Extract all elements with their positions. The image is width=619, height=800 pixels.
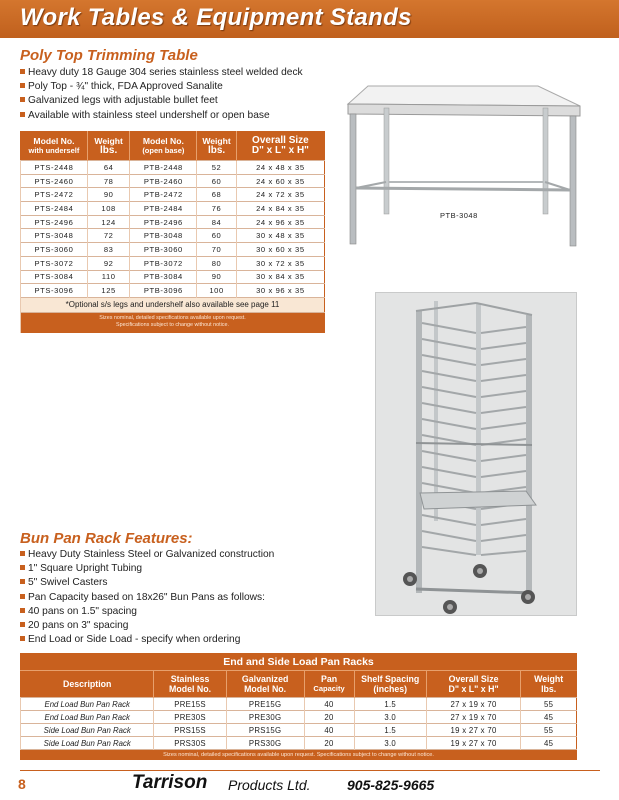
table-cell: Side Load Bun Pan Rack	[21, 724, 154, 737]
table-cell: PRE15G	[226, 698, 304, 711]
table-cell: PRS15G	[226, 724, 304, 737]
table-row	[21, 711, 577, 724]
table-fine-print-row	[21, 312, 325, 332]
table-cell: PTS-3072	[21, 256, 88, 270]
trimming-table-image	[338, 78, 588, 248]
table-row	[21, 215, 325, 229]
table-row	[21, 188, 325, 202]
table-cell: 92	[87, 256, 130, 270]
table-cell: 76	[197, 202, 237, 216]
column-header	[130, 132, 197, 161]
table-cell: 100	[197, 284, 237, 298]
header-main: Weight	[94, 136, 123, 146]
table-cell: 30 x 84 x 35	[236, 270, 324, 284]
table-cell: 40	[304, 698, 354, 711]
table-cell: 20	[304, 737, 354, 750]
table-cell: 110	[87, 270, 130, 284]
table-row	[21, 174, 325, 188]
list-item: 20 pans on 3" spacing	[20, 619, 274, 633]
table-cell: PTB-3084	[130, 270, 197, 284]
list-item: 40 pans on 1.5" spacing	[20, 605, 274, 619]
table-cell: 24 x 48 x 35	[236, 161, 324, 175]
table-row	[21, 270, 325, 284]
table-cell: PTS-3096	[21, 284, 88, 298]
column-header	[236, 132, 324, 161]
column-header	[21, 132, 88, 161]
poly-top-spec-table	[20, 131, 325, 333]
table-cell: PTS-2472	[21, 188, 88, 202]
header-main: Weight	[202, 136, 231, 146]
pan-rack-spec-table	[20, 653, 577, 760]
table-note-row	[21, 297, 325, 312]
list-item: Heavy duty 18 Gauge 304 series stainless steel welded deck	[20, 66, 303, 80]
column-header	[226, 671, 304, 698]
header-main: Description	[63, 679, 112, 689]
header-main: Shelf Spacing	[361, 674, 420, 684]
table-row	[21, 698, 577, 711]
table-cell: 30 x 48 x 35	[236, 229, 324, 243]
table-cell: 60	[197, 229, 237, 243]
header-sub: Model No.	[244, 684, 287, 694]
table-cell: PTB-3072	[130, 256, 197, 270]
header-main: Overall Size	[448, 674, 499, 684]
table-cell: 83	[87, 243, 130, 257]
table-cell: 78	[87, 174, 130, 188]
header-main: Pan	[320, 674, 338, 684]
table-cell: 45	[521, 737, 577, 750]
column-header	[354, 671, 426, 698]
table-cell: 125	[87, 284, 130, 298]
table-cell: PTB-3060	[130, 243, 197, 257]
column-header	[87, 132, 130, 161]
table-cell: 1.5	[354, 698, 426, 711]
header-main: Model No.	[142, 136, 184, 146]
header-sub: D" x L" x H"	[448, 684, 499, 694]
fine-print: Sizes nominal, detailed specifications available upon request. Specifications subject to change without notice.	[21, 750, 577, 760]
list-item: Galvanized legs with adjustable bullet feet	[20, 94, 303, 108]
table-cell: PTS-3084	[21, 270, 88, 284]
column-header	[154, 671, 226, 698]
table-row	[21, 256, 325, 270]
table-header-row	[21, 671, 577, 698]
table-cell: PRE30S	[154, 711, 226, 724]
bun-pan-rack-feature-list	[20, 548, 274, 647]
table-cell: 3.0	[354, 737, 426, 750]
table-cell: 24 x 60 x 35	[236, 174, 324, 188]
table-header-row	[21, 132, 325, 161]
column-header	[521, 671, 577, 698]
table-cell: PRS30G	[226, 737, 304, 750]
table-cell: 30 x 72 x 35	[236, 256, 324, 270]
phone-number: 905-825-9665	[347, 777, 435, 793]
table-row	[21, 229, 325, 243]
table-cell: 90	[87, 188, 130, 202]
header-main: Overall Size	[252, 135, 309, 146]
table-cell: 24 x 84 x 35	[236, 202, 324, 216]
table-cell: 124	[87, 215, 130, 229]
page-number: 8	[18, 776, 26, 792]
table-cell: 68	[197, 188, 237, 202]
table-cell: PTB-2484	[130, 202, 197, 216]
list-item: Pan Capacity based on 18x26" Bun Pans as follows:	[20, 591, 274, 605]
header-sub: Model No.	[169, 684, 212, 694]
table-cell: PTB-2496	[130, 215, 197, 229]
column-header	[304, 671, 354, 698]
table-cell: 80	[197, 256, 237, 270]
table-cell: 45	[521, 711, 577, 724]
table-cell: PTS-3048	[21, 229, 88, 243]
page-title: Work Tables & Equipment Stands	[20, 4, 412, 31]
table-cell: 3.0	[354, 711, 426, 724]
table-cell: PTS-3060	[21, 243, 88, 257]
header-sub: lbs.	[207, 145, 226, 156]
list-item: Heavy Duty Stainless Steel or Galvanized construction	[20, 548, 274, 562]
header-main: Stainless	[170, 674, 210, 684]
table-row	[21, 724, 577, 737]
table-cell: PRE15S	[154, 698, 226, 711]
table-cell: 30 x 60 x 35	[236, 243, 324, 257]
table-cell: 55	[521, 698, 577, 711]
table-row	[21, 284, 325, 298]
image-caption: PTB-3048	[440, 211, 478, 220]
table-cell: 90	[197, 270, 237, 284]
table-cell: PTB-3096	[130, 284, 197, 298]
table-cell: 24 x 72 x 35	[236, 188, 324, 202]
list-item: End Load or Side Load - specify when ordering	[20, 633, 274, 647]
table-cell: 19 x 27 x 70	[426, 737, 521, 750]
table-cell: 84	[197, 215, 237, 229]
fine-print-line: Specifications subject to change without notice.	[116, 322, 229, 329]
column-header	[197, 132, 237, 161]
list-item: Poly Top - ¾" thick, FDA Approved Sanalite	[20, 80, 303, 94]
header-sub: (inches)	[373, 684, 408, 694]
section-title-poly-top: Poly Top Trimming Table	[20, 47, 198, 64]
table-row	[21, 161, 325, 175]
table-cell: PTS-2484	[21, 202, 88, 216]
table-cell: PTB-2460	[130, 174, 197, 188]
table-cell: 30 x 96 x 35	[236, 284, 324, 298]
table-cell: End Load Bun Pan Rack	[21, 698, 154, 711]
table-row	[21, 202, 325, 216]
table-row	[21, 737, 577, 750]
bun-pan-rack-image	[375, 292, 577, 616]
table-cell: End Load Bun Pan Rack	[21, 711, 154, 724]
table-cell: PTS-2460	[21, 174, 88, 188]
table-cell: PTB-3048	[130, 229, 197, 243]
table-cell: 108	[87, 202, 130, 216]
table-cell: 60	[197, 174, 237, 188]
table-fine-print-row	[21, 750, 577, 760]
table-cell: Side Load Bun Pan Rack	[21, 737, 154, 750]
table-caption: End and Side Load Pan Racks	[21, 654, 577, 671]
list-item: 5" Swivel Casters	[20, 576, 274, 590]
table-cell: PTB-2472	[130, 188, 197, 202]
header-sub: Capacity	[313, 684, 345, 693]
table-cell: PRS15S	[154, 724, 226, 737]
table-cell: 40	[304, 724, 354, 737]
bun-pan-rack-drawing	[376, 293, 578, 617]
header-main: Galvanized	[241, 674, 289, 684]
table-caption-row	[21, 654, 577, 671]
table-cell: PRE30G	[226, 711, 304, 724]
table-cell: PRS30S	[154, 737, 226, 750]
poly-top-feature-list	[20, 66, 303, 123]
list-item: Available with stainless steel undershelf or open base	[20, 109, 303, 123]
header-main: Weight	[534, 674, 564, 684]
column-header	[426, 671, 521, 698]
brand-suffix: Products Ltd.	[228, 777, 311, 793]
table-cell: 52	[197, 161, 237, 175]
table-cell: PTS-2496	[21, 215, 88, 229]
table-cell: 64	[87, 161, 130, 175]
table-cell: 24 x 96 x 35	[236, 215, 324, 229]
fine-print-line: Sizes nominal, detailed specifications available upon request.	[99, 315, 246, 322]
header-sub: with underself	[28, 146, 80, 155]
brand-name: Tarrison	[132, 772, 208, 793]
table-cell: 27 x 19 x 70	[426, 698, 521, 711]
table-note: *Optional s/s legs and undershelf also available see page 11	[21, 297, 325, 312]
list-item: 1" Square Upright Tubing	[20, 562, 274, 576]
table-cell: 20	[304, 711, 354, 724]
table-cell: 1.5	[354, 724, 426, 737]
header-sub: lbs.	[541, 684, 557, 694]
table-cell: 72	[87, 229, 130, 243]
table-cell: 19 x 27 x 70	[426, 724, 521, 737]
page-header	[0, 0, 619, 38]
footer-divider	[20, 770, 600, 771]
table-row	[21, 243, 325, 257]
table-cell: 27 x 19 x 70	[426, 711, 521, 724]
header-sub: D" x L" x H"	[251, 145, 309, 156]
section-title-bun-pan-rack: Bun Pan Rack Features:	[20, 530, 193, 547]
table-cell: PTS-2448	[21, 161, 88, 175]
table-cell: PTB-2448	[130, 161, 197, 175]
fine-print	[21, 312, 325, 332]
table-cell: 55	[521, 724, 577, 737]
table-cell: 70	[197, 243, 237, 257]
header-sub: lbs.	[100, 145, 118, 156]
header-sub: (open base)	[142, 146, 185, 155]
column-header	[21, 671, 154, 698]
header-main: Model No.	[33, 136, 75, 146]
